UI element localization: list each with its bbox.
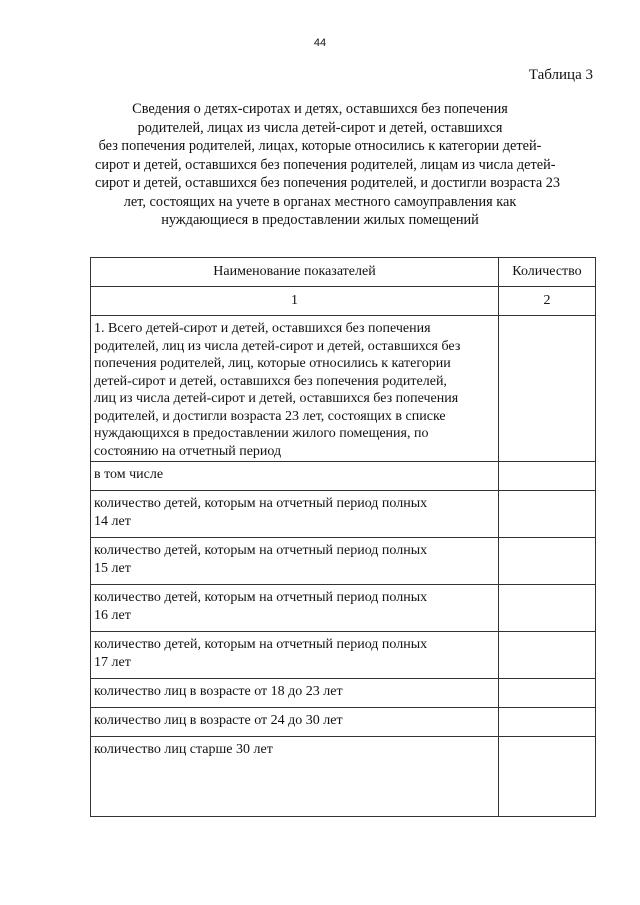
table-row-age-14 (91, 491, 596, 538)
row-label (91, 737, 499, 817)
row-label-line: количество детей, которым на отчетный период полных (94, 543, 428, 558)
quantity-cell[interactable] (499, 679, 596, 708)
indicators-table (90, 257, 596, 817)
quantity-cell[interactable] (499, 538, 596, 585)
row-label-line: 17 лет (94, 654, 131, 670)
quantity-cell[interactable] (499, 462, 596, 491)
title-line: без попечения родителей, лицах, которые относились к категории детей- (98, 138, 542, 154)
table-row-age-17 (91, 632, 596, 679)
table-row-age-18-23 (91, 679, 596, 708)
row-label-line: количество лиц в возрасте от 24 до 30 лет (94, 713, 343, 728)
row-label-line: 16 лет (94, 607, 131, 623)
title-line: Сведения о детях-сиротах и детях, оставшихся без попечения (132, 101, 508, 117)
quantity-cell[interactable] (499, 632, 596, 679)
title-line: нуждающиеся в предоставлении жилых помещений (161, 212, 479, 228)
row-label-line: количество детей, которым на отчетный период полных (94, 590, 428, 605)
column-number-1: 1 (91, 287, 499, 316)
row-label (91, 538, 499, 585)
quantity-cell[interactable] (499, 491, 596, 538)
row-label-line: количество детей, которым на отчетный период полных (94, 496, 428, 511)
row-label (91, 679, 499, 708)
row-label-line: лиц из числа детей-сирот и детей, оставшихся без попечения (94, 391, 459, 406)
row-label-line: состоянию на отчетный период (94, 443, 282, 459)
row-label-line: родителей, и достигли возраста 23 лет, состоящих в списке (94, 408, 446, 424)
row-label (91, 632, 499, 679)
row-label-line: родителей, лиц из числа детей-сирот и детей, оставшихся без (94, 338, 461, 354)
quantity-cell[interactable] (499, 316, 596, 462)
row-label (91, 316, 499, 462)
row-label-line: 14 лет (94, 513, 131, 529)
table-row-age-16 (91, 585, 596, 632)
page-number: 44 (313, 37, 327, 49)
column-number-row (91, 287, 596, 316)
row-label-line: количество детей, которым на отчетный период полных (94, 637, 428, 652)
table-header-row (91, 258, 596, 287)
row-label-line: 15 лет (94, 560, 131, 576)
row-label-line: количество лиц старше 30 лет (94, 742, 273, 757)
row-label (91, 462, 499, 491)
row-label-line: нуждающихся в предоставлении жилого помещения, по (94, 426, 429, 441)
table-row-total (91, 316, 596, 462)
row-label (91, 585, 499, 632)
title-line: сирот и детей, оставшихся без попечения родителей, и достигли возраста 23 (95, 175, 561, 191)
column-number-2: 2 (499, 287, 596, 316)
row-label-line: попечения родителей, лиц, которые относились к категории (94, 356, 451, 371)
row-label (91, 708, 499, 737)
title-line: лет, состоящих на учете в органах местного самоуправления как (123, 193, 517, 210)
row-label-line: в том числе (94, 467, 164, 482)
header-quantity: Количество (499, 258, 596, 287)
table-row-age-24-30 (91, 708, 596, 737)
quantity-cell[interactable] (499, 737, 596, 817)
quantity-cell[interactable] (499, 708, 596, 737)
document-title (95, 100, 561, 230)
table-label: Таблица 3 (528, 67, 593, 83)
header-indicator-name: Наименование показателей (91, 258, 499, 287)
quantity-cell[interactable] (499, 585, 596, 632)
row-label-line: количество лиц в возрасте от 18 до 23 лет (94, 684, 343, 699)
table-row-including (91, 462, 596, 491)
title-line: сирот и детей, оставшихся без попечения родителей, лицам из числа детей- (95, 156, 556, 173)
row-label-line: детей-сирот и детей, оставшихся без попечения родителей, (94, 373, 447, 389)
row-label (91, 491, 499, 538)
table-row-over-30 (91, 737, 596, 817)
table-row-age-15 (91, 538, 596, 585)
row-label-line: 1. Всего детей-сирот и детей, оставшихся без попечения (94, 321, 431, 336)
title-line: родителей, лицах из числа детей-сирот и детей, оставшихся (137, 119, 503, 136)
